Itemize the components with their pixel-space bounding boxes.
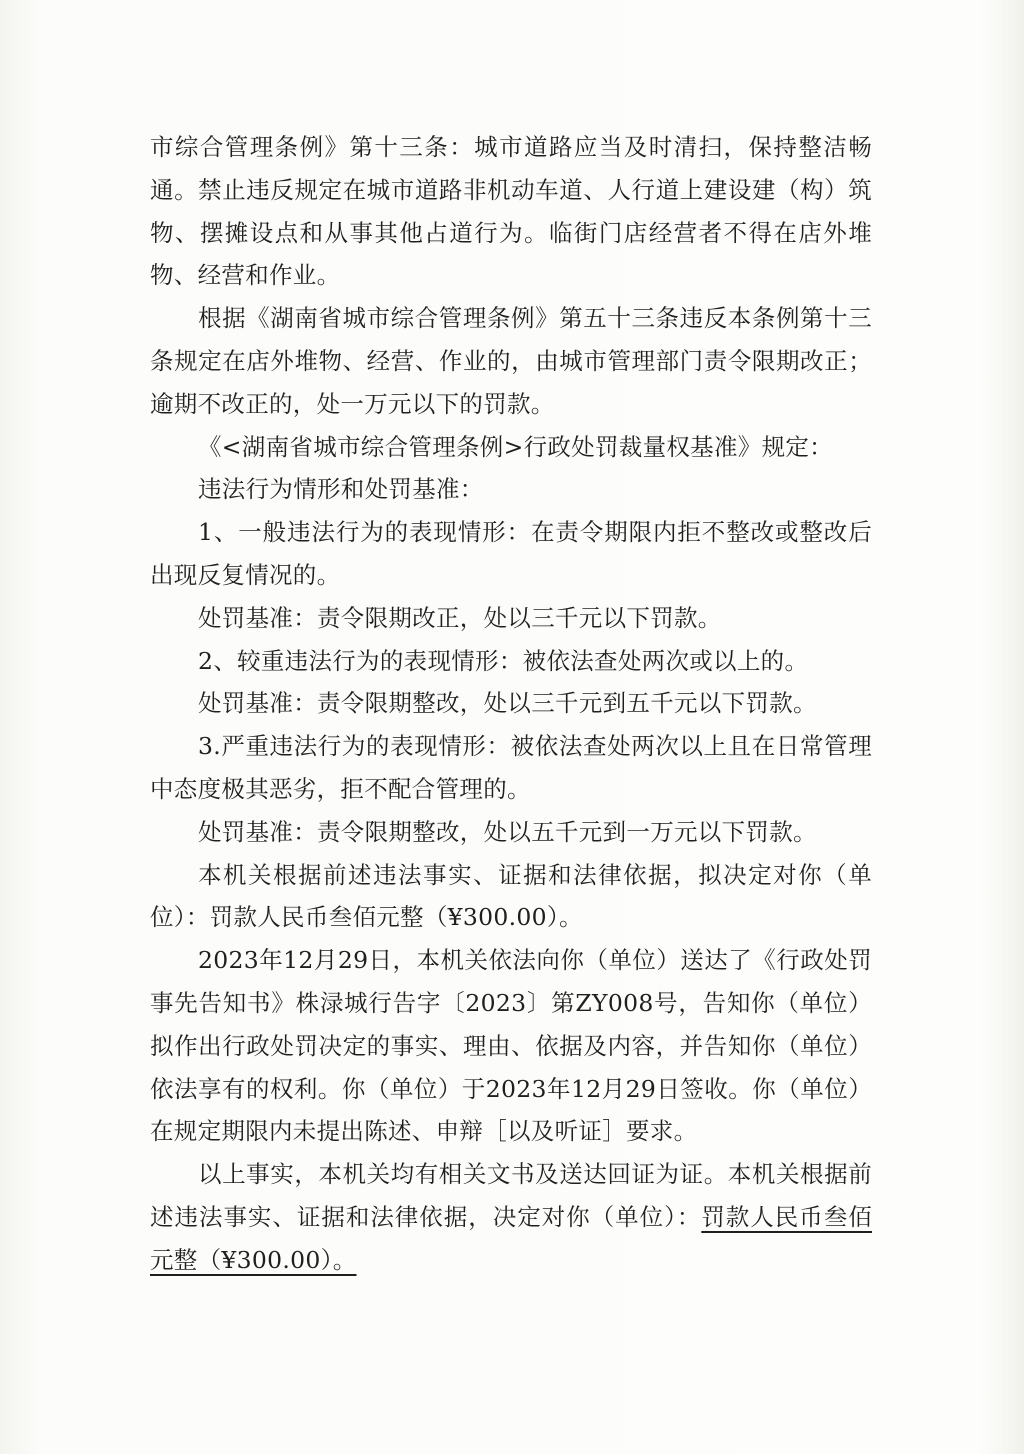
paragraph-proposed-decision: 本机关根据前述违法事实、证据和法律依据，拟决定对你（单位）：罚款人民币叁佰元整（¥300.00）。 bbox=[150, 860, 872, 932]
paragraph-discretion-standard: 《<湖南省城市综合管理条例>行政处罚裁量权基准》规定： bbox=[198, 432, 833, 461]
paragraph-serious-penalty: 处罚基准：责令限期整改，处以三千元到五千元以下罚款。 bbox=[198, 689, 817, 718]
paragraph-general-penalty: 处罚基准：责令限期改正，处以三千元以下罚款。 bbox=[198, 603, 722, 632]
final-decision-text: 以上事实，本机关均有相关文书及送达回证为证。本机关根据前述违法事实、证据和法律依据，决定对你（单位）： bbox=[150, 1160, 872, 1231]
paragraph-serious-violation: 2、较重违法行为的表现情形：被依法查处两次或以上的。 bbox=[198, 646, 809, 675]
paragraph-article-53: 根据《湖南省城市综合管理条例》第五十三条违反本条例第十三条规定在店外堆物、经营、作业的，由城市管理部门责令限期改正；逾期不改正的，处一万元以下的罚款。 bbox=[150, 304, 872, 418]
paragraph-standard-heading: 违法行为情形和处罚基准： bbox=[198, 475, 484, 504]
fine-amount-underlined: 罚款人民币叁佰元整（¥300.00）。 bbox=[150, 1202, 872, 1274]
paragraph-severe-penalty: 处罚基准：责令限期整改，处以五千元到一万元以下罚款。 bbox=[198, 817, 817, 846]
paragraph-general-violation: 1、一般违法行为的表现情形：在责令期限内拒不整改或整改后出现反复情况的。 bbox=[150, 518, 872, 589]
document-body bbox=[150, 126, 872, 1282]
paragraph-final-decision bbox=[150, 1153, 872, 1281]
paragraph-severe-violation: 3.严重违法行为的表现情形：被依法查处两次以上且在日常管理中态度极其恶劣，拒不配合管理的。 bbox=[150, 732, 872, 803]
paragraph-article-13: 市综合管理条例》第十三条：城市道路应当及时清扫，保持整洁畅通。禁止违反规定在城市道路非机动车道、人行道上建设建（构）筑物、摆摊设点和从事其他占道行为。临街门店经营者不得在店外堆物、经营和作业。 bbox=[150, 133, 872, 290]
paragraph-notice-delivery: 2023年12月29日，本机关依法向你（单位）送达了《行政处罚事先告知书》株渌城行告字〔2023〕第ZY008号，告知你（单位）拟作出行政处罚决定的事实、理由、依据及内容，并告知你（单位）依法享有的权利。你（单位）于2023年12月29日签收。你（单位）在规定期限内未提出陈述、申辩［以及听证］要求。 bbox=[150, 946, 872, 1146]
